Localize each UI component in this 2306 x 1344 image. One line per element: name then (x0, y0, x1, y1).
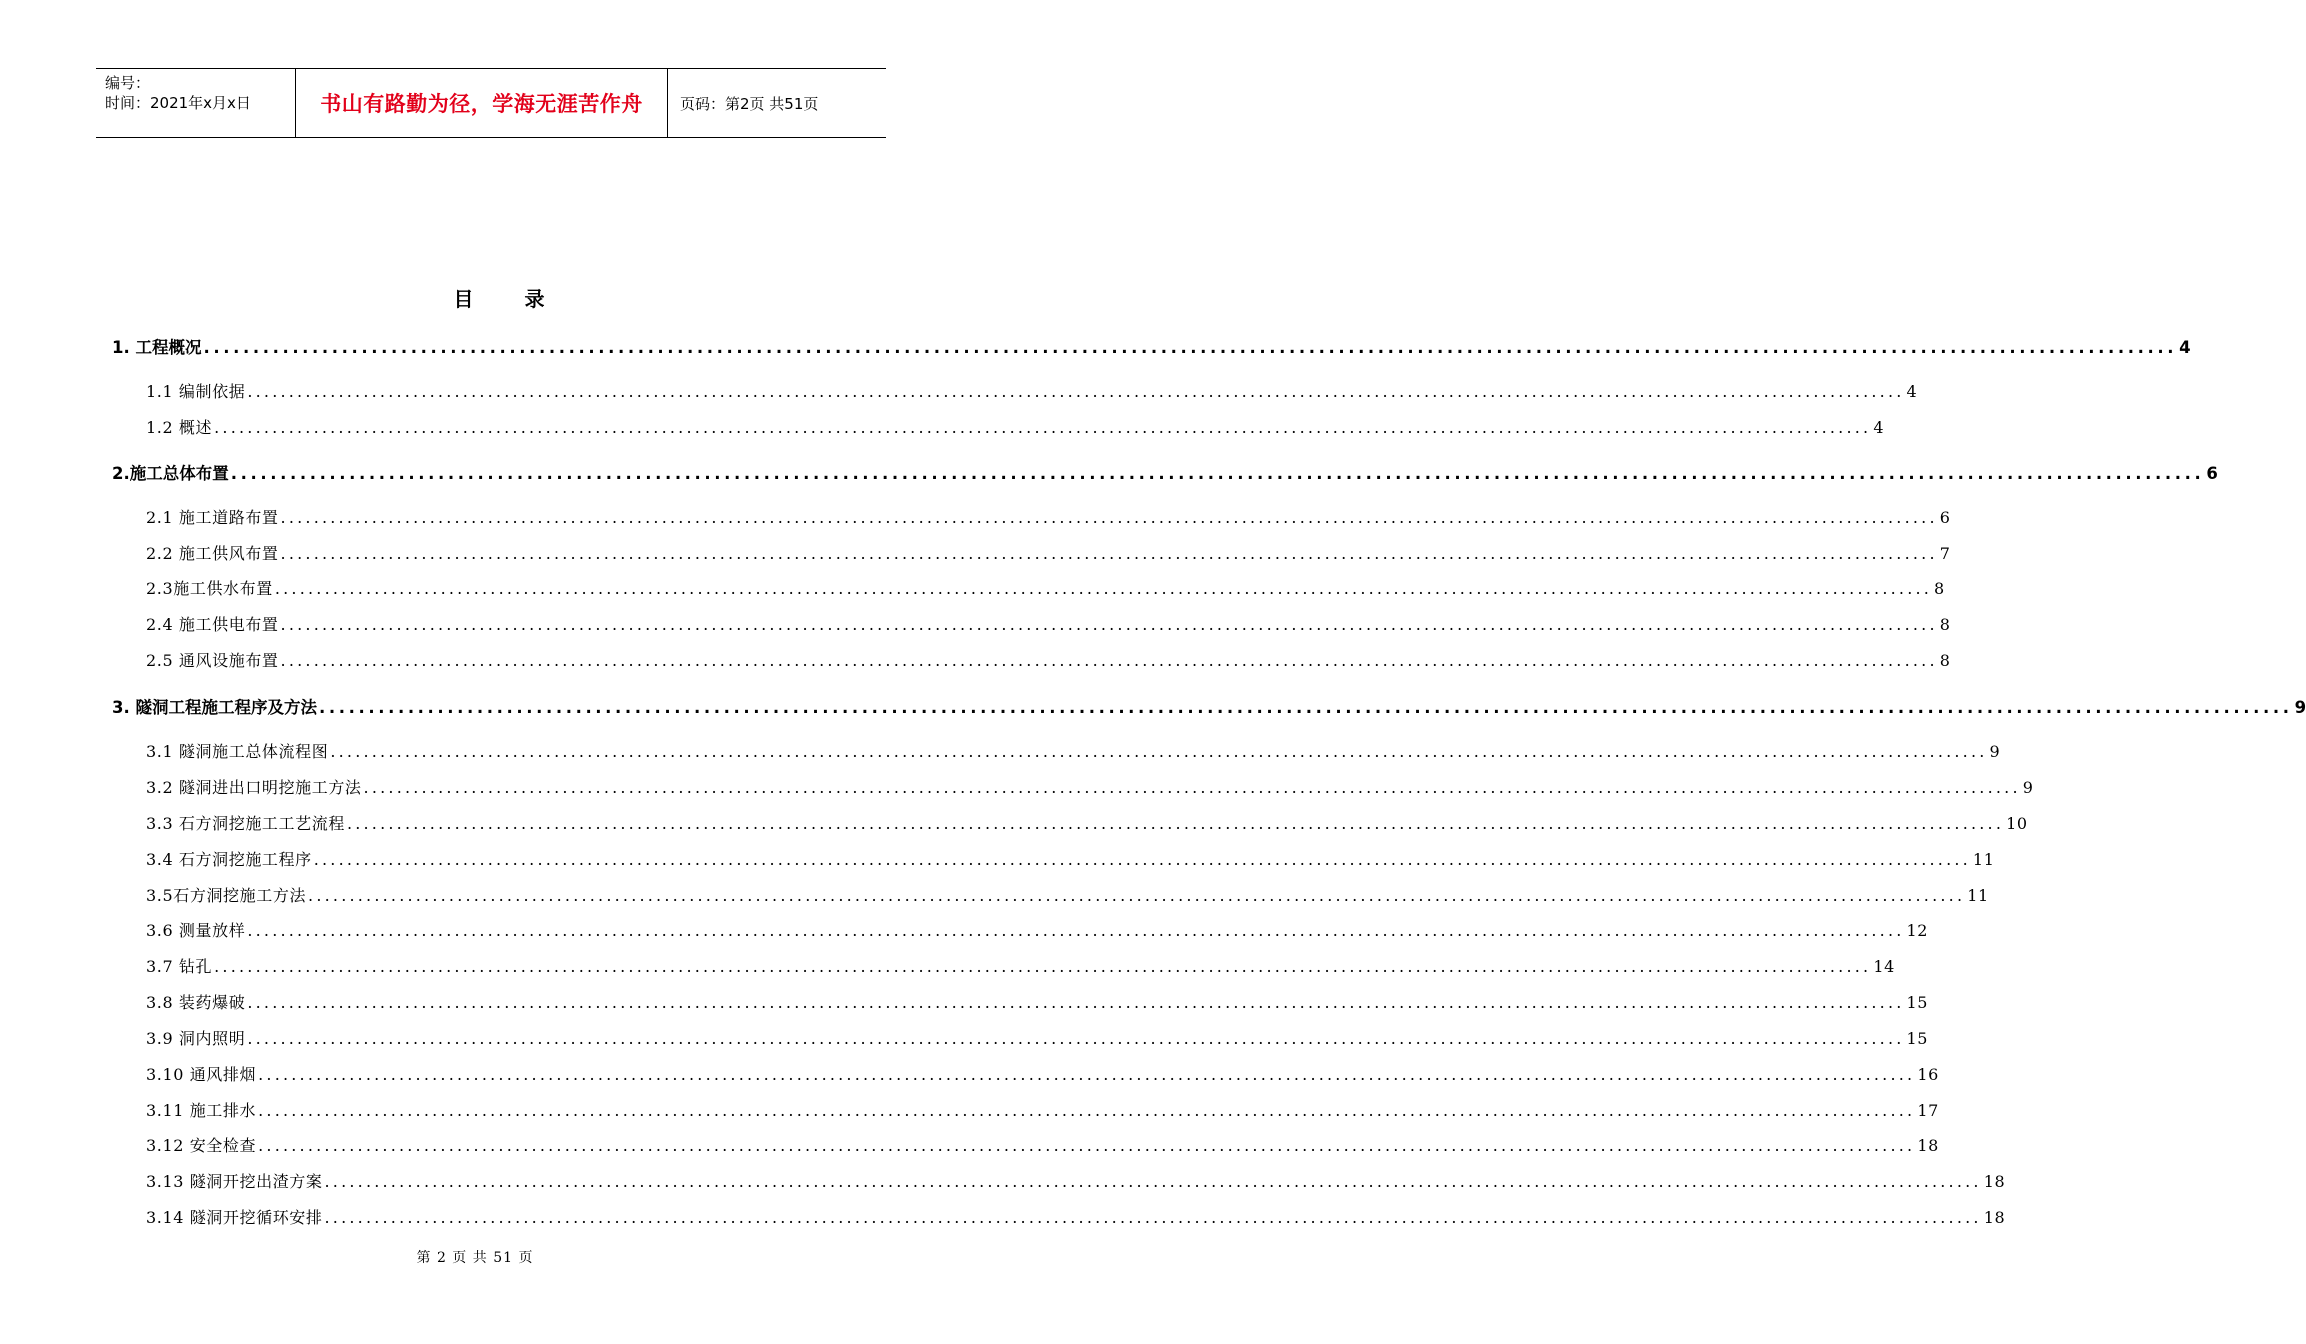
toc-entry-page: 18 (1983, 1208, 2006, 1227)
toc-leader-dots: ........................................................................................................................................................................................................ (308, 886, 1966, 905)
toc-entry-page: 6 (2206, 464, 2218, 483)
toc-entry[interactable] (146, 811, 2028, 835)
toc-entry-label: 3.9 洞内照明 (146, 1029, 246, 1048)
toc-entry-label: 3.13 隧洞开挖出渣方案 (146, 1172, 323, 1191)
toc-leader-dots: ........................................................................................................................................................................................................ (247, 1029, 1905, 1048)
toc-entry-page: 8 (1939, 615, 1951, 634)
toc-leader-dots: ........................................................................................................................................................................................................ (280, 615, 1938, 634)
toc-entry[interactable] (112, 694, 2306, 718)
toc-entry[interactable] (146, 505, 1951, 529)
toc-entry[interactable] (146, 847, 1995, 871)
page-header (96, 68, 886, 138)
toc-leader-dots: ........................................................................................................................................................................................................ (230, 464, 2205, 483)
toc-entry[interactable] (146, 990, 1929, 1014)
toc-entry-page: 10 (2006, 814, 2028, 833)
header-motto: 书山有路勤为径，学海无涯苦作舟 (296, 69, 668, 137)
toc-entry-label: 2.2 施工供风布置 (146, 544, 279, 563)
toc-entry[interactable] (112, 334, 2191, 358)
toc-leader-dots: ........................................................................................................................................................................................................ (319, 698, 2293, 717)
toc-leader-dots: ........................................................................................................................................................................................................ (280, 544, 1938, 563)
toc-leader-dots: ........................................................................................................................................................................................................ (346, 814, 2005, 833)
toc-leader-dots: ........................................................................................................................................................................................................ (280, 651, 1938, 670)
toc-leader-dots: ........................................................................................................................................................................................................ (363, 778, 2021, 797)
toc-entry-page: 6 (1939, 508, 1951, 527)
toc-entry-label: 3.3 石方洞挖施工工艺流程 (146, 814, 345, 833)
toc-entry[interactable] (146, 918, 1929, 942)
toc-entry[interactable] (146, 576, 1945, 600)
toc-leader-dots: ........................................................................................................................................................................................................ (313, 850, 1971, 869)
toc-entry-page: 8 (1934, 579, 1945, 598)
toc-entry-label: 3.12 安全检查 (146, 1136, 257, 1155)
toc-entry[interactable] (146, 1205, 2006, 1229)
toc-entry[interactable] (146, 1098, 1939, 1122)
toc-entry-label: 3.4 石方洞挖施工程序 (146, 850, 312, 869)
toc-entry-page: 7 (1939, 544, 1951, 563)
toc-entry-label: 3.2 隧洞进出口明挖施工方法 (146, 778, 362, 797)
toc-entry-page: 4 (2179, 338, 2191, 357)
toc-leader-dots: ........................................................................................................................................................................................................ (214, 418, 1872, 437)
toc-entry[interactable] (146, 612, 1951, 636)
toc-entry[interactable] (146, 1026, 1929, 1050)
toc-entry-label: 3.8 装药爆破 (146, 993, 246, 1012)
toc-leader-dots: ........................................................................................................................................................................................................ (324, 1172, 1982, 1191)
toc-entry-label: 3.5石方洞挖施工方法 (146, 886, 307, 905)
toc-entry-label: 3.1 隧洞施工总体流程图 (146, 742, 329, 761)
toc-leader-dots: ........................................................................................................................................................................................................ (280, 508, 1938, 527)
toc-entry-page: 18 (1983, 1172, 2006, 1191)
toc-entry-label: 3.10 通风排烟 (146, 1065, 257, 1084)
toc-entry-page: 14 (1873, 957, 1895, 976)
toc-entry[interactable] (146, 1169, 2006, 1193)
toc-leader-dots: ........................................................................................................................................................................................................ (247, 921, 1905, 940)
toc-entry-label: 3.14 隧洞开挖循环安排 (146, 1208, 323, 1227)
toc-entry-label: 3. 隧洞工程施工程序及方法 (112, 698, 317, 717)
toc-entry-label: 1. 工程概况 (112, 338, 202, 357)
toc-entry[interactable] (146, 415, 1885, 439)
toc-entry-page: 4 (1906, 382, 1918, 401)
toc-entry-page: 18 (1917, 1136, 1939, 1155)
toc-entry-page: 4 (1873, 418, 1885, 437)
toc-leader-dots: ........................................................................................................................................................................................................ (274, 579, 1933, 598)
toc-entry-page: 16 (1917, 1065, 1939, 1084)
header-meta (96, 69, 296, 137)
toc-leader-dots: ........................................................................................................................................................................................................ (258, 1101, 1916, 1120)
toc-leader-dots: ........................................................................................................................................................................................................ (203, 338, 2178, 357)
toc-entry-page: 11 (1972, 850, 1995, 869)
toc-entry[interactable] (146, 739, 2001, 763)
toc-entry-label: 2.4 施工供电布置 (146, 615, 279, 634)
toc-entry-page: 17 (1917, 1101, 1939, 1120)
toc-entry[interactable] (146, 954, 1895, 978)
toc-entry-page: 12 (1906, 921, 1929, 940)
toc-entry-page: 9 (2294, 698, 2306, 717)
page-footer: 第 2 页 共 51 页 (416, 1250, 534, 1266)
header-page-info: 页码：第2页 共51页 (680, 94, 819, 113)
toc-leader-dots: ........................................................................................................................................................................................................ (324, 1208, 1982, 1227)
toc-entry[interactable] (146, 883, 1989, 907)
toc-entry-page: 9 (2022, 778, 2034, 797)
toc-entry[interactable] (146, 379, 1918, 403)
toc-title: 目 录 (453, 287, 567, 311)
toc-leader-dots: ........................................................................................................................................................................................................ (247, 382, 1905, 401)
toc-entry[interactable] (112, 460, 2218, 484)
toc-leader-dots: ........................................................................................................................................................................................................ (330, 742, 1988, 761)
toc-entry-page: 8 (1939, 651, 1951, 670)
toc-entry-label: 2.3施工供水布置 (146, 579, 273, 598)
toc-entry-page: 11 (1967, 886, 1989, 905)
toc-leader-dots: ........................................................................................................................................................................................................ (258, 1065, 1916, 1084)
toc-leader-dots: ........................................................................................................................................................................................................ (258, 1136, 1916, 1155)
toc-entry-label: 3.7 钻孔 (146, 957, 213, 976)
toc-entry[interactable] (146, 541, 1951, 565)
toc-leader-dots: ........................................................................................................................................................................................................ (247, 993, 1905, 1012)
toc-entry[interactable] (146, 1133, 1939, 1157)
toc-entry-label: 2.5 通风设施布置 (146, 651, 279, 670)
toc-entry-label: 2.施工总体布置 (112, 464, 229, 483)
toc-entry[interactable] (146, 1062, 1939, 1086)
toc-entry-page: 15 (1906, 993, 1929, 1012)
toc-entry[interactable] (146, 648, 1951, 672)
toc-entry-label: 3.6 测量放样 (146, 921, 246, 940)
toc-leader-dots: ........................................................................................................................................................................................................ (214, 957, 1872, 976)
toc-entry-label: 1.2 概述 (146, 418, 213, 437)
toc-entry-page: 9 (1989, 742, 2001, 761)
header-time-label: 时间：2021年x月x日 (105, 94, 251, 112)
toc-entry-label: 2.1 施工道路布置 (146, 508, 279, 527)
toc-entry-label: 3.11 施工排水 (146, 1101, 257, 1120)
header-number-label: 编号： (105, 74, 151, 92)
toc-entry[interactable] (146, 775, 2034, 799)
toc-entry-page: 15 (1906, 1029, 1929, 1048)
toc-entry-label: 1.1 编制依据 (146, 382, 246, 401)
